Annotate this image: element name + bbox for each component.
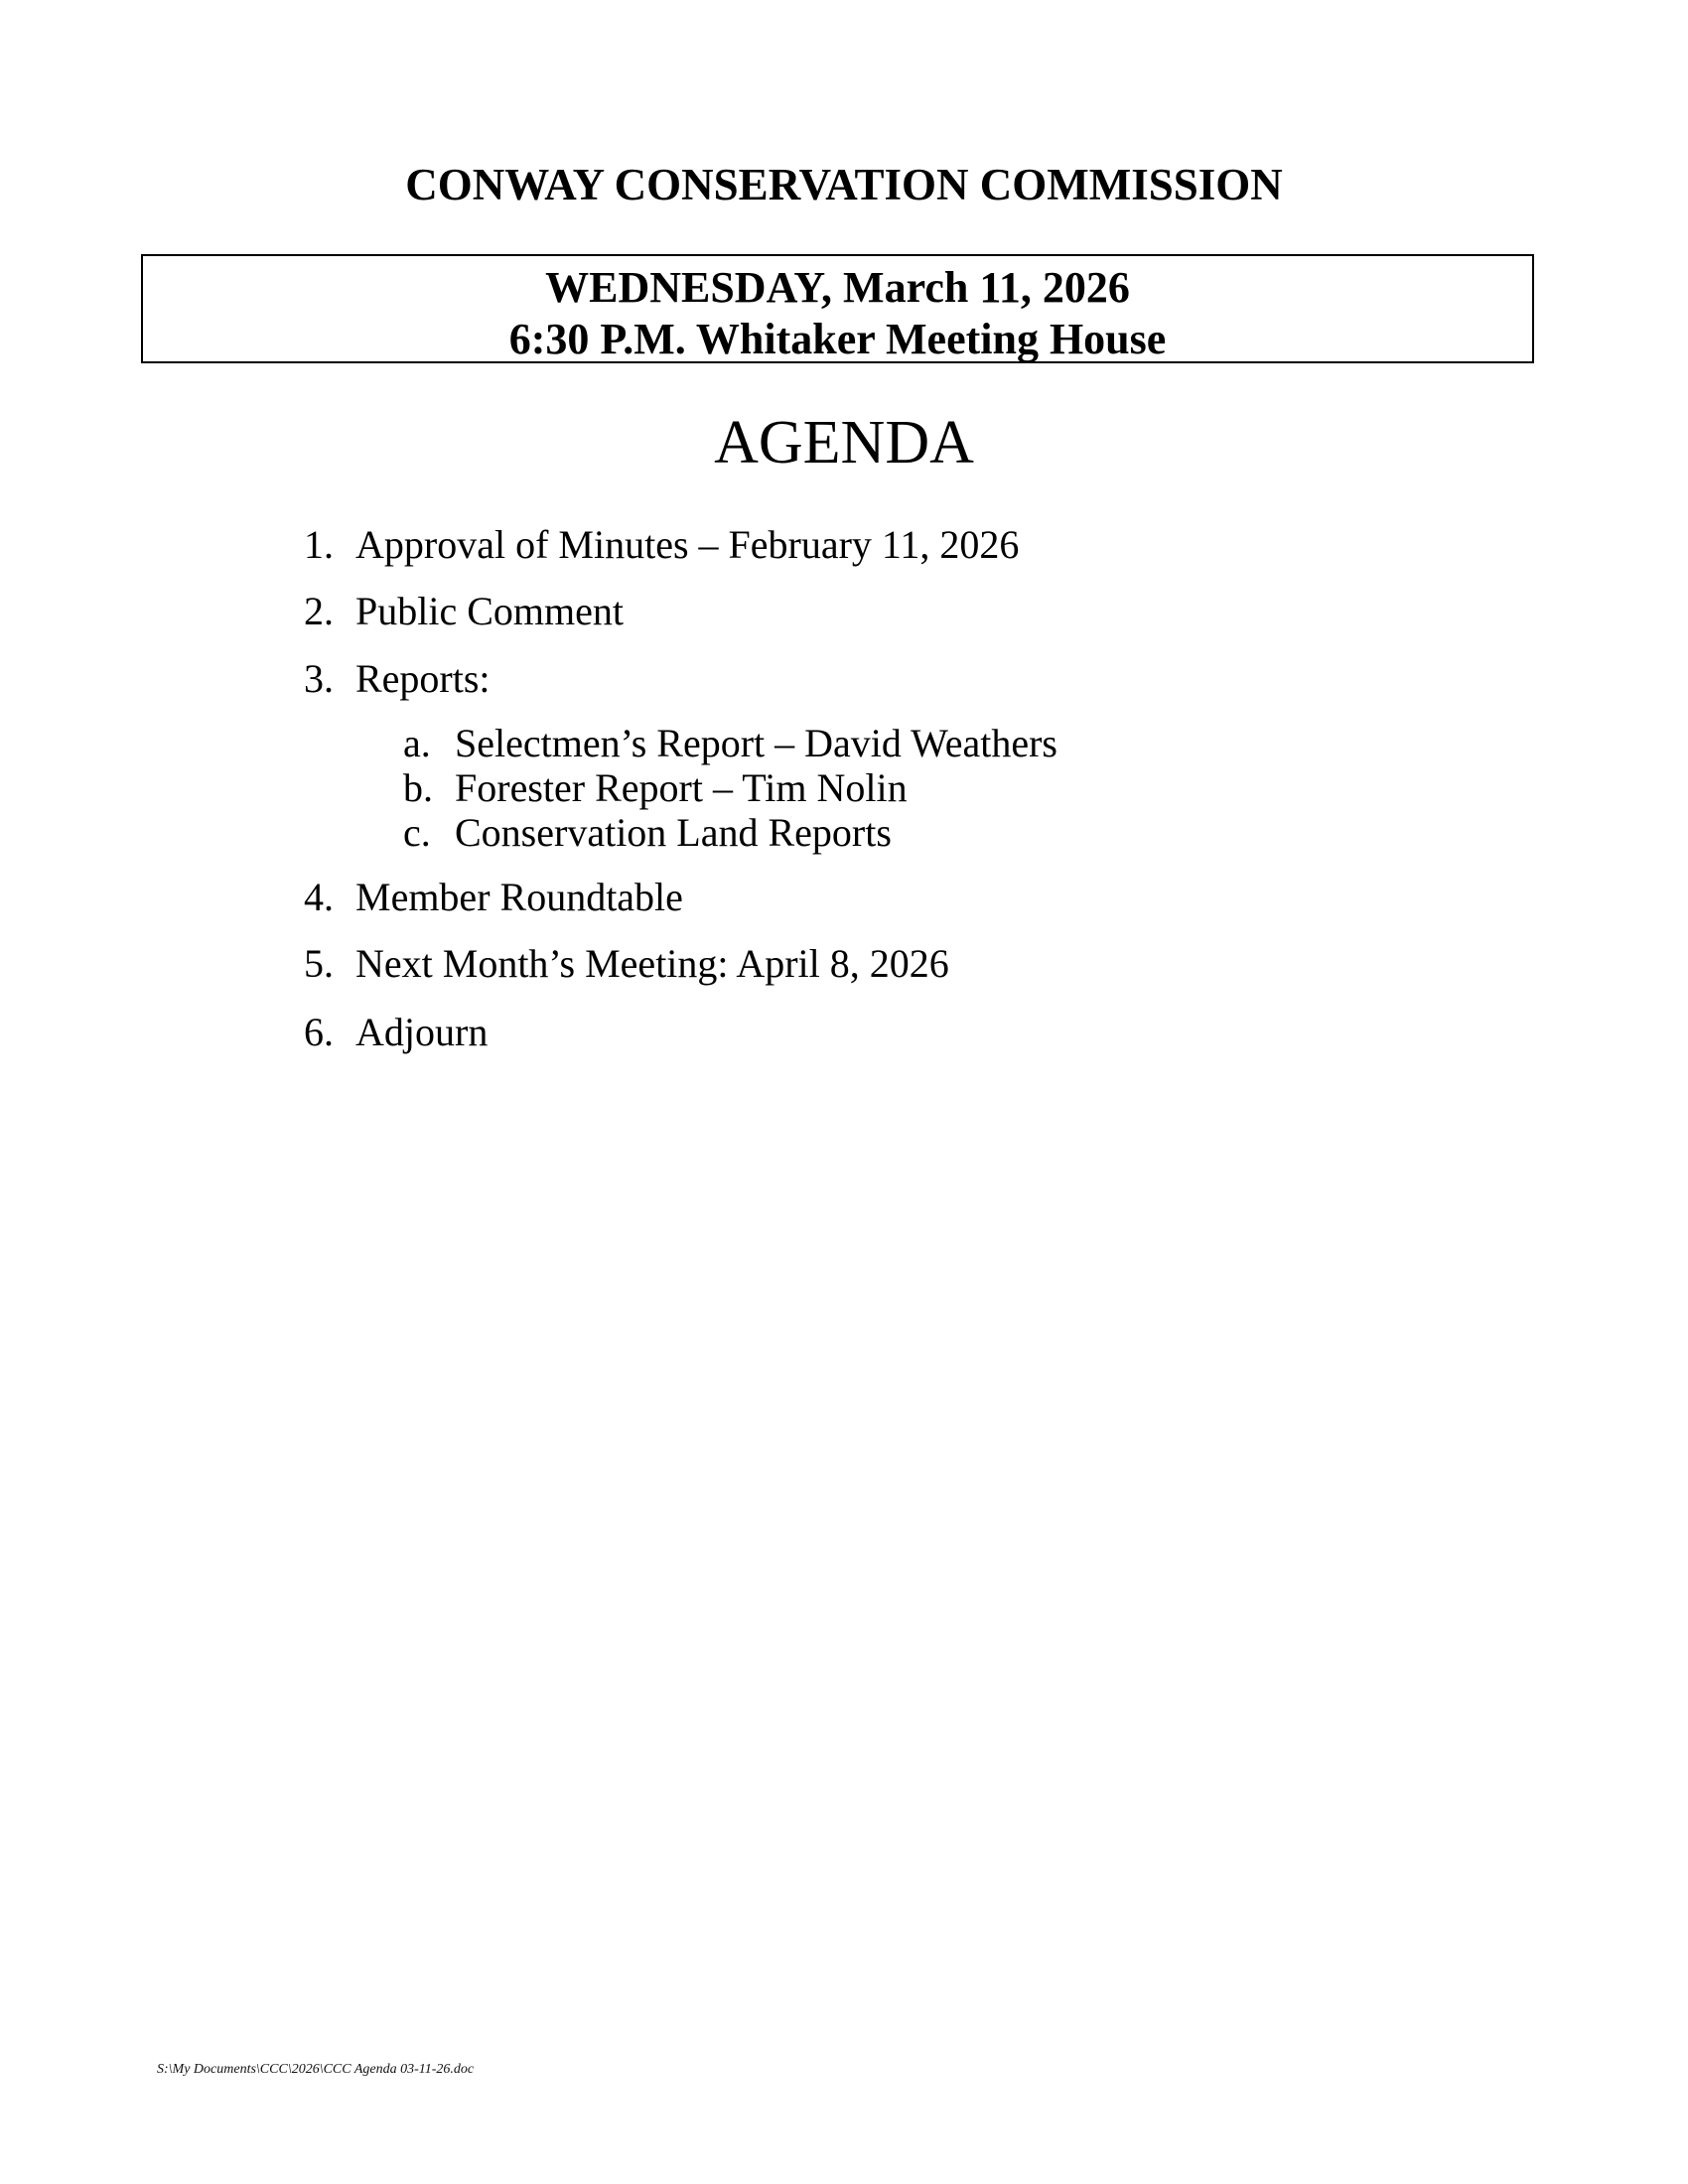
agenda-item-label: Approval of Minutes – February 11, 2026 (355, 522, 1020, 567)
meeting-info-box (141, 254, 1534, 363)
report-subitem-letter: b. (403, 765, 433, 810)
agenda-item-label: Member Roundtable (355, 875, 683, 919)
agenda-item-label: Adjourn (355, 1010, 489, 1054)
agenda-item-label: Public Comment (355, 589, 624, 633)
report-subitem-label: Conservation Land Reports (455, 810, 892, 855)
report-subitem (403, 763, 1297, 813)
meeting-time-location: 6:30 P.M. Whitaker Meeting House (508, 315, 1167, 363)
report-subitem-letter: a. (403, 721, 431, 765)
agenda-heading: AGENDA (714, 409, 974, 477)
agenda-item (304, 520, 1396, 570)
report-subitem (403, 719, 1297, 768)
agenda-item (304, 1008, 1396, 1057)
agenda-item (304, 939, 1396, 989)
agenda-item-number: 1. (304, 522, 334, 567)
agenda-item (304, 654, 1396, 704)
agenda-item-number: 2. (304, 589, 334, 633)
report-subitem-label: Forester Report – Tim Nolin (455, 765, 908, 810)
agenda-item-number: 6. (304, 1010, 334, 1054)
agenda-item (304, 873, 1396, 922)
agenda-item (304, 587, 1396, 636)
report-subitem (403, 808, 1297, 858)
agenda-item-label: Reports: (355, 656, 491, 701)
report-subitem-label: Selectmen’s Report – David Weathers (455, 721, 1057, 765)
agenda-item-number: 3. (304, 656, 334, 701)
meeting-date: WEDNESDAY, March 11, 2026 (545, 263, 1130, 312)
agenda-item-number: 4. (304, 875, 334, 919)
agenda-item-number: 5. (304, 941, 334, 986)
agenda-item-label: Next Month’s Meeting: April 8, 2026 (355, 941, 949, 986)
footer-file-path: S:\My Documents\CCC\2026\CCC Agenda 03-11-26.doc (157, 2062, 475, 2077)
organization-title: CONWAY CONSERVATION COMMISSION (405, 160, 1283, 209)
report-subitem-letter: c. (403, 810, 431, 855)
